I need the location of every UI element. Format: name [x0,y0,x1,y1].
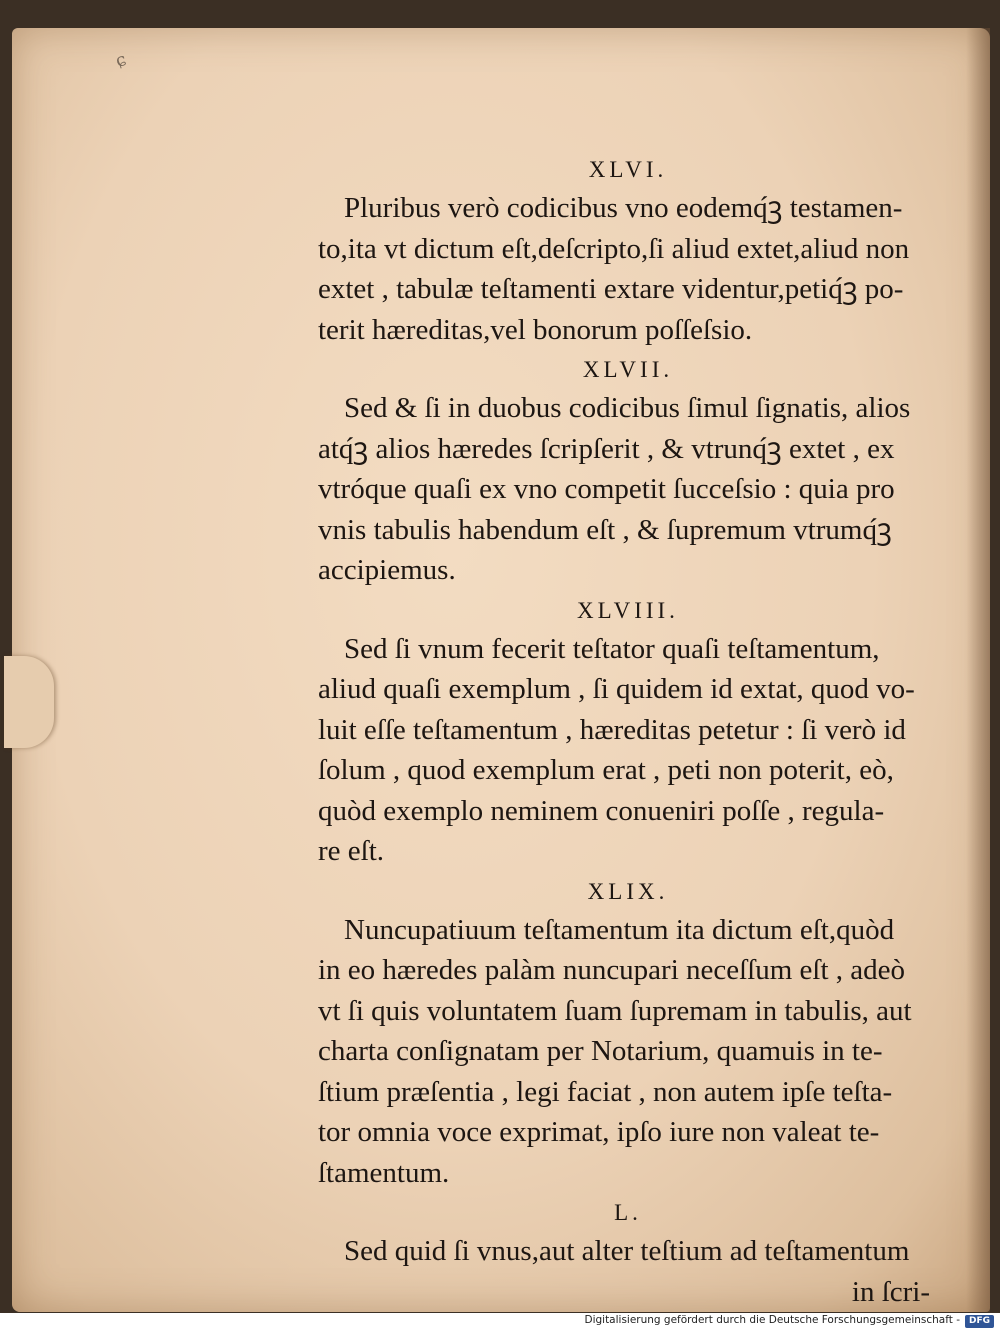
text-line: quòd exemplo neminem conueniri poſſe , regula- [318,794,885,827]
footer-credit: Digitalisierung gefördert durch die Deutsche Forschungsgemeinschaft - [584,1314,960,1326]
pencil-mark: ɕ [112,48,130,73]
text-line: vt ſi quis voluntatem ſuam ſupremam in tabulis, aut [318,994,912,1027]
text-line: atq́ꝫ alios hæredes ſcripſerit , & vtrunq́ꝫ extet , ex [318,432,895,465]
text-line: charta conſignatam per Notarium, quamuis in te- [318,1035,883,1067]
text-line: Sed ſi vnum fecerit teſtator quaſi teſtamentum, [344,632,880,665]
text-line: vtróque quaſi ex vno competit ſucceſsio : quia pro [318,473,895,505]
text-line: to,ita vt dictum eſt,deſcripto,ſi aliud extet,aliud non [318,232,910,265]
section [318,350,938,591]
section [318,1193,938,1312]
paragraph [318,1231,938,1312]
paragraph [318,910,938,1194]
text-line: luit eſſe teſtamentum , hæreditas petetur : ſi verò id [318,713,906,746]
text-line: re eſt. [318,835,385,867]
section-number: XLVI. [588,157,668,182]
dfg-logo: DFG [965,1315,994,1328]
page-text [318,150,938,1312]
footer-bar [0,1313,1000,1330]
text-line: vnis tabulis habendum eſt , & ſupremum vtrumq́ꝫ [318,513,892,546]
text-line: tor omnia voce exprimat, ipſo iure non valeat te- [318,1116,880,1148]
page-edge-shadow [966,28,990,1312]
paragraph [318,188,938,350]
text-line: Sed & ſi in duobus codicibus ſimul ſignatis, alios [344,392,911,424]
section [318,150,938,350]
catchword: in ſcri- [851,1275,930,1308]
text-line: extet , tabulæ teſtamenti extare videntur,petiq́ꝫ po- [318,273,904,305]
text-line: aliud quaſi exemplum , ſi quidem id extat, quod vo- [318,673,915,705]
text-line: in eo hæredes palàm nuncupari neceſſum eſt , adeò [318,954,906,986]
section-number: XLVII. [582,357,674,382]
section [318,591,938,872]
paragraph [318,629,938,872]
text-line: Sed quid ſi vnus,aut alter teſtium ad teſtamentum [344,1235,910,1267]
text-line: ſtamentum. [318,1156,450,1189]
text-line: ſtium præſentia , legi faciat , non autem ipſe teſta- [318,1075,893,1108]
text-line: Pluribus verò codicibus vno eodemq́ꝫ testamen- [344,192,903,224]
section [318,872,938,1194]
text-line: accipiemus. [318,554,456,586]
page-tab [4,656,54,748]
text-line: Nuncupatiuum teſtamentum ita dictum eſt,quòd [344,913,895,946]
text-line: terit hæreditas,vel bonorum poſſeſsio. [318,313,753,346]
text-line: ſolum , quod exemplum erat , peti non poterit, eò, [318,754,894,786]
section-number: XLIX. [587,878,669,904]
section-number: XLVIII. [577,597,679,623]
paragraph [318,388,938,591]
section-number: L. [614,1200,642,1225]
